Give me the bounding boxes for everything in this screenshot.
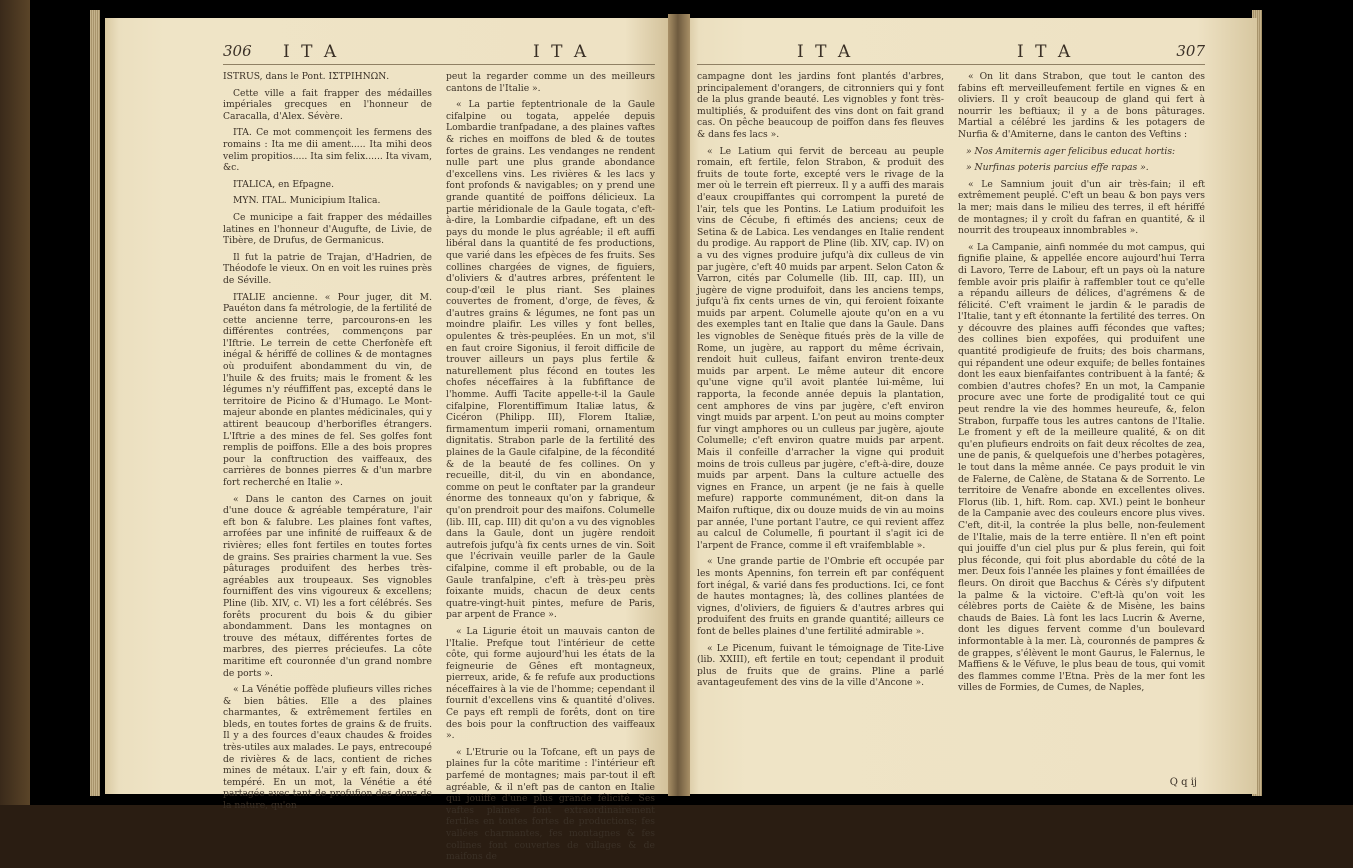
right-column-1 (697, 71, 944, 699)
left-running-head-right: I T A (533, 42, 590, 62)
paragraph: Cette ville a fait frapper des médailles impériales grecques en l'honneur de Caracalla, d'Alex. Sévère. (223, 87, 432, 122)
paragraph: « L'Etrurie ou la Tofcane, eft un pays de plaines fur la côte maritime : l'intérieur eft parfemé de montagnes; mais par-tout il eft agréable, & il n'eft pas de canton en Italie qui jouiffe d'une plus grande félicité. Ses vaftes plaines font extraordinairement fertiles en toutes fortes de productions; fes vallées charmantes, fes montagnes & fes collines font couvertes de villages & de maifons de (446, 746, 655, 863)
paragraph: « La partie feptentrionale de la Gaule cifalpine ou togata, appelée depuis Lombardie tranfpadane, a des plaines vaftes & riches en moiffons de bled & de toutes fortes de grains. Les vendanges ne rendent nulle part une plus grande abondance d'excellens vins. Les rivières & les lacs y font profonds & navigables; on y prend une grande quantité de poiffons délicieux. La partie méridionale de la Gaule togata, c'eft-à-dire, la Lombardie cifpadane, eft un des pays du monde le plus agréable; il eft auffi libéral dans la quantité de fes productions, que varié dans les efpèces de fes fruits. Ses collines chargées de vignes, de figuiers, d'oliviers & d'autres arbres, préfentent le coup-d'œil le plus riant. Ses plaines couvertes de froment, d'orge, de fèves, & d'autres grains & légumes, ne font pas un moindre plaifir. Les villes y font belles, opulentes & très-peuplées. En un mot, s'il en faut croire Sigonius, il feroit difficile de trouver ailleurs un pays plus fertile & naturellement plus fécond en toutes les chofes néceffaires à la fubfiftance de l'homme. Auffi Tacite appelle-t-il la Gaule cifalpine, Florentiffimum Italiæ latus, & Cicéron (Philipp. III), Florem Italiæ, firmamentum imperii romani, ornamentum dignitatis. Strabon parle de la fertilité des plaines de la Gaule cifalpine, de la fécondité & de la beauté de fes collines. On y recueille, dit-il, du vin en abondance, comme on peut le conftater par la grandeur énorme des tonneaux qu'on y fabrique, & qu'on prendroit pour des maifons. Columelle (lib. III, cap. III) dit qu'on a vu des vignobles dans la Gaule, dont un jugère rendoit autrefois jufqu'à fix cents urnes de vin. Soit que l'écrivain veuille parler de la Gaule cifalpine, comme il eft probable, ou de la Gaule tranfalpine, c'eft à très-peu près foixante muids, chacun de deux cents quatre-vingt-huit pintes, mefure de Paris, par arpent de France ». (446, 99, 655, 621)
paragraph: MYN. ITAL. Municipium Italica. (233, 195, 381, 207)
paragraph: « Dans le canton des Carnes on jouit d'une douce & agréable température, l'air eft bon & falubre. Les plaines font vaftes, arrofées par une infinité de ruiffeaux & de rivières; elles font fertiles en toutes fortes de grains. Ses prairies charment la vue. Ses pâturages produifent des herbes très-agréables aux troupeaux. Ses vignobles fourniffent des vins vigoureux & excellens; Pline (lib. XIV, c. VI) les a fort célébrés. Ses forêts procurent du bois & du gibier abondamment. Dans les montagnes on trouve des métaux, différentes fortes de marbres, des pierres précieufes. La côte maritime eft couronnée d'un grand nombre de ports ». (223, 493, 432, 679)
paragraph: « La Ligurie étoit un mauvais canton de l'Italie. Prefque tout l'intérieur de cette côte, qui forme aujourd'hui les états de la feigneurie de Gênes eft montagneux, pierreux, aride, & fe refufe aux productions néceffaires à la vie de l'homme; cependant il fournit d'excellens vins & quantité d'olives. Ce pays eft rempli de forêts, dont on tire des bois pour la conftruction des vaiffeaux ». (446, 625, 655, 742)
right-page-number: 307 (1176, 42, 1205, 60)
paragraph: « Une grande partie de l'Ombrie eft occupée par les monts Apennins, fon terrein eft par conféquent fort inégal, & varié dans fes productions. Ici, ce font de hautes montagnes; là, des collines plantées de vignes, d'oliviers, de figuiers & d'autres arbres qui produifent des fruits en grande quantité; ailleurs ce font de belles plaines d'une fertilité admirable ». (697, 556, 944, 637)
left-running-head (223, 42, 655, 65)
paragraph: « Le Latium qui fervit de berceau au peuple romain, eft fertile, felon Strabon, & produit des fruits de toute forte, excepté vers le rivage de la mer où le terrein eft pierreux. Il y a auffi des marais d'eaux croupiffantes qui corrompent la pureté de l'air, tels que les Pontins. Le Latium produifoit les vins de Cécube, fi eftimés des anciens; ceux de Setina & de Labica. Les vendanges en Italie rendent du prodige. Au rapport de Pline (lib. XIV, cap. IV) on a vu des vignes produire jufqu'à dix culleus de vin par jugère, c'eft 40 muids par arpent. Selon Caton & Varron, cités par Columelle (lib. III, cap. III), un jugère de vigne produifoit, dans les anciens temps, jufqu'à fix cents urnes de vin, qui feroient foixante muids par arpent. Columelle ajoute qu'on en a vu des exemples tant en Italie que dans la Gaule. Dans les vignobles de Senèque fitués près de la ville de Rome, un jugère, au rapport du même écrivain, rendoit huit culleus, faifant environ trente-deux muids par arpent. Le même auteur dit encore qu'une vigne qu'il avoit plantée lui-même, lui rapporta, la feconde année depuis la plantation, cent amphores de vins par jugère, c'eft environ vingt muids par arpent. L'on peut au moins compter fur vingt amphores ou un culleus par jugère, ajoute Columelle; c'eft environ quatre muids par arpent. Mais il confeille d'arracher la vigne qui produit moins de trois culleus par jugère, c'eft-à-dire, douze muids par arpent. Dans la culture actuelle des vignes en France, un arpent (je ne fais à quelle mefure) rapporte communément, dit-on dans la Maifon ruftique, dix ou douze muids de vin au moins par année, l'une portant l'autre, ce qui revient affez au calcul de Columelle, fi pourtant il s'agit ici de l'arpent de France, comme il eft vraifemblable ». (697, 145, 944, 551)
left-column-2 (446, 71, 655, 868)
paragraph: ISTRUS, dans le Pont. ΙΣΤΡΙΗΝΩΝ. (223, 71, 390, 82)
left-page (105, 18, 677, 863)
paragraph: ITALIE ancienne. « Pour juger, dit M. Pauéton dans fa métrologie, de la fertilité de cette ancienne terre, parcourons-en les différentes contrées, commençons par l'Iftrie. Le terrein de cette Cherfonèfe eft inégal & hériffé de collines & de montagnes où produifent abondamment du vin, de l'huile & des fruits; mais le froment & les légumes n'y réuffiffent pas, excepté dans le territoire de Picino & d'Humago. Le Mont-majeur abonde en plantes médicinales, qui y attirent beaucoup d'herborifles étrangers. L'Iftrie a des mines de fel. Ses golfes font remplis de poiffons. Elle a des bois propres pour la conftruction des vaiffeaux, des carrières de bonnes pierres & d'un marbre fort recherché en Italie ». (223, 291, 432, 488)
verse-line: » Nos Amiternis ager felicibus educat hortis: (966, 145, 1176, 157)
paragraph: « Le Picenum, fuivant le témoignage de Tite-Live (lib. XXIII), eft fertile en tout; cependant il produit plus de fruits que de grains. Pline a parlé avantageufement des vins de la ville d'Ancone ». (697, 642, 944, 689)
left-page-number: 306 (223, 42, 252, 60)
signature-mark: Q q ij (1169, 777, 1197, 788)
right-page (677, 18, 1257, 794)
paragraph: peut la regarder comme un des meilleurs cantons de l'Italie ». (446, 71, 655, 94)
paragraph: Ce municipe a fait frapper des médailles latines en l'honneur d'Augufte, de Livie, de Tibère, de Drufus, de Germanicus. (223, 211, 432, 247)
book-gutter (668, 14, 690, 796)
left-page-edges (90, 10, 100, 796)
right-running-head-right: I T A (1017, 42, 1074, 62)
right-column-2 (958, 71, 1205, 699)
right-running-head-left: I T A (797, 42, 854, 62)
paragraph: « La Campanie, ainfi nommée du mot campus, qui fignifie plaine, & appellée encore aujourd'hui Terra di Lavoro, Terre de Labour, eft un pays où la nature femble avoir pris plaifir à raffembler tout ce qu'elle a répandu ailleurs de délices, d'agrémens & de félicité. C'eft vraiment le jardin & le paradis de l'Italie, tant y eft étonnante la fertilité des terres. On y découvre des plaines auffi fécondes que vaftes; des collines bien expofées, qui produifent une quantité prodigieufe de fruits; des bois charmans, qui répandent une odeur exquife; de belles fontaines dont les eaux bienfaifantes contribuent à la fanté; & combien d'autres chofes? En un mot, la Campanie procure avec une forte de prodigalité tout ce qui peut rendre la vie des hommes heureufe, &, felon Strabon, furpaffe tous les autres cantons de l'Italie. Le froment y eft de la meilleure qualité, & on dit qu'en plufieurs endroits on fait deux récoltes de zea, une de panis, & quelquefois une d'herbes potagères, le tout dans la même année. Ce pays produit le vin de Falerne, de Calène, de Statana & de Sorrento. Le territoire de Venafre abonde en excellentes olives. Florus (lib. 1, hift. Rom. cap. XVI.) peint le bonheur de la Campanie avec des couleurs encore plus vives. C'eft, dit-il, la contrée la plus belle, non-feulement de l'Italie, mais de la terre entière. Il n'en eft point qui jouiffe d'un ciel plus pur & plus ferein, qui foit plus féconde, qui foit plus abordable du côté de la mer. Deux fois l'année les plaines y font émaillées de fleurs. On diroit que Bacchus & Cérès s'y difputent la palme & la victoire. C'eft-là qu'on voit les célèbres ports de Caiète & de Misène, les bains chauds de Baies. Là font les lacs Lucrin & Averne, dont les digues fervent comme d'un boulevard informontable à la mer. Là, couronnés de pampres & de grappes, s'élèvent le mont Gaurus, le Falernus, le Maffiens & le Véfuve, le plus beau de tous, qui vomit des flammes comme l'Etna. Près de la mer font les villes de Formies, de Cumes, de Naples, (958, 241, 1205, 694)
paragraph: « La Vénétie poffède plufieurs villes riches & bien bâties. Elle a des plaines charmantes, & extrêmement fertiles en bleds, en toutes fortes de grains & de fruits. Il y a des fources d'eaux chaudes & froides très-utiles aux malades. Le pays, entrecoupé de rivières & de lacs, contient de riches mines de métaux. L'air y eft fain, doux & tempéré. En un mot, la Vénétie a été partagée avec tant de profufion des dons de la nature, qu'on (223, 684, 432, 812)
paragraph: ITA. Ce mot commençoit les fermens des romains : Ita me dii ament..... Ita mihi deos velim propitios..... Ita sim felix...... Ita vivam, &c. (223, 127, 432, 174)
paragraph: Il fut la patrie de Trajan, d'Hadrien, de Théodofe le vieux. On en voit les ruines près de Séville. (223, 251, 432, 286)
verse-line: » Nurfinas poteris parcius effe rapas ». (966, 162, 1149, 174)
paragraph: campagne dont les jardins font plantés d'arbres, principalement d'orangers, de citronniers qui y font de la plus grande beauté. Les vignobles y font très-multipliés, & produifent des vins dont on fait grand cas. On pêche beaucoup de poiffon dans fes fleuves & dans fes lacs ». (697, 71, 944, 140)
left-columns (223, 71, 655, 868)
right-columns (697, 71, 1205, 699)
paragraph: « On lit dans Strabon, que tout le canton des fabins eft merveilleufement fertile en vignes & en oliviers. Il y croît beaucoup de gland qui fert à nourrir les beftiaux; il y a de bons pâturages. Martial a célébré les jardins & les potagers de Nurfia & d'Amiterne, dans le canton des Veftins : (958, 71, 1205, 140)
left-column-1 (223, 71, 432, 868)
paragraph: ITALICA, en Efpagne. (233, 178, 335, 190)
paragraph: « Le Samnium jouit d'un air très-fain; il eft extrêmement peuplé. C'eft un beau & bon pays vers la mer; mais dans le milieu des terres, il eft hériffé de montagnes; il y croît du fafran en quantité, & il nourrit des troupeaux innombrables ». (958, 178, 1205, 237)
right-running-head (697, 42, 1205, 65)
left-running-head-left: I T A (283, 42, 340, 62)
